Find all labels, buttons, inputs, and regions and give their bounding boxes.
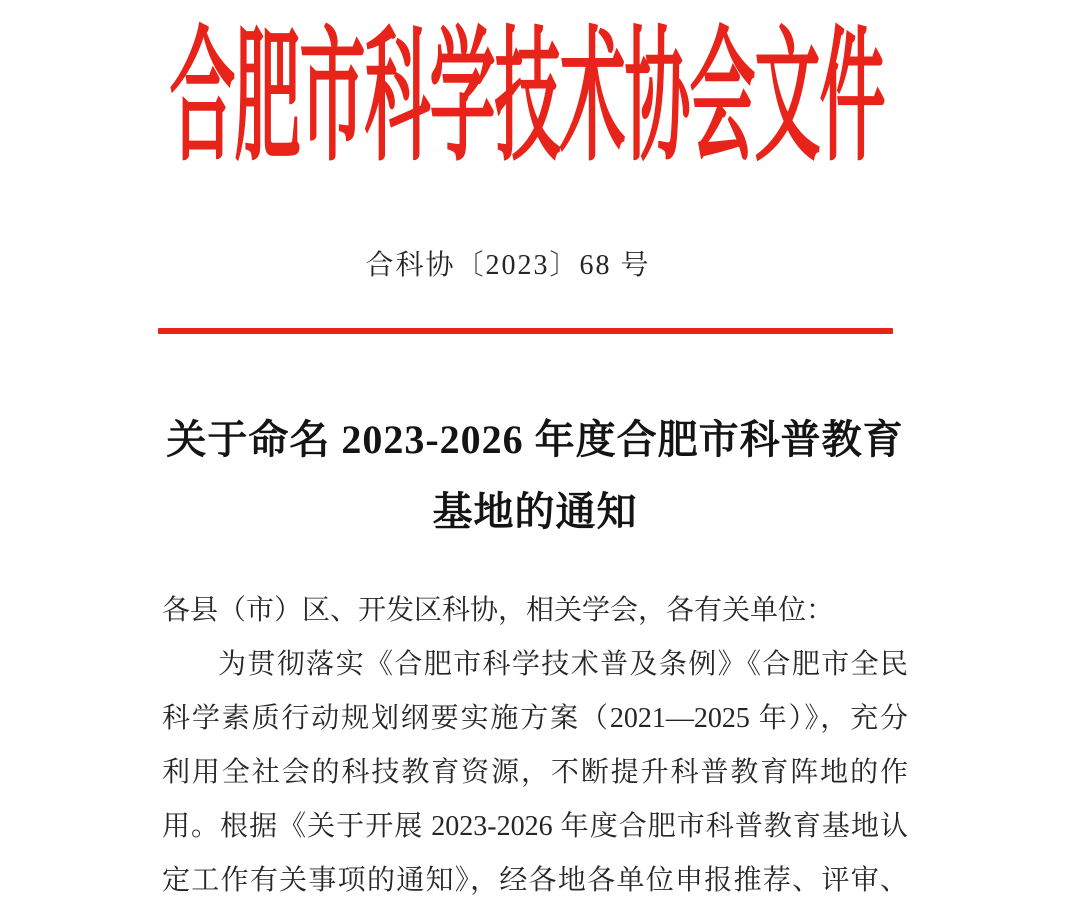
paragraph-line: 定工作有关事项的通知》，经各地各单位申报推荐、评审、 bbox=[162, 865, 908, 896]
red-separator-rule bbox=[158, 328, 893, 334]
paragraph-line: 为贯彻落实《合肥市科学技术普及条例》《合肥市全民 bbox=[218, 649, 908, 680]
document-reference-number: 合科协〔2023〕68 号 bbox=[365, 250, 651, 281]
paragraph-line: 利用全社会的科技教育资源，不断提升科普教育阵地的作 bbox=[162, 757, 908, 788]
red-header-org-title: 合肥市科学技术协会文件 bbox=[169, 19, 885, 180]
document-body bbox=[162, 584, 908, 908]
notice-title-line-1: 关于命名 2023-2026 年度合肥市科普教育 bbox=[166, 417, 904, 462]
salutation-line: 各县（市）区、开发区科协，相关学会，各有关单位： bbox=[162, 595, 835, 626]
notice-title bbox=[150, 404, 920, 548]
paragraph-line: 科学素质行动规划纲要实施方案（2021—2025 年）》，充分 bbox=[162, 703, 908, 734]
paragraph-line: 用。根据《关于开展 2023-2026 年度合肥市科普教育基地认 bbox=[162, 811, 908, 842]
notice-title-line-2: 基地的通知 bbox=[432, 489, 638, 534]
